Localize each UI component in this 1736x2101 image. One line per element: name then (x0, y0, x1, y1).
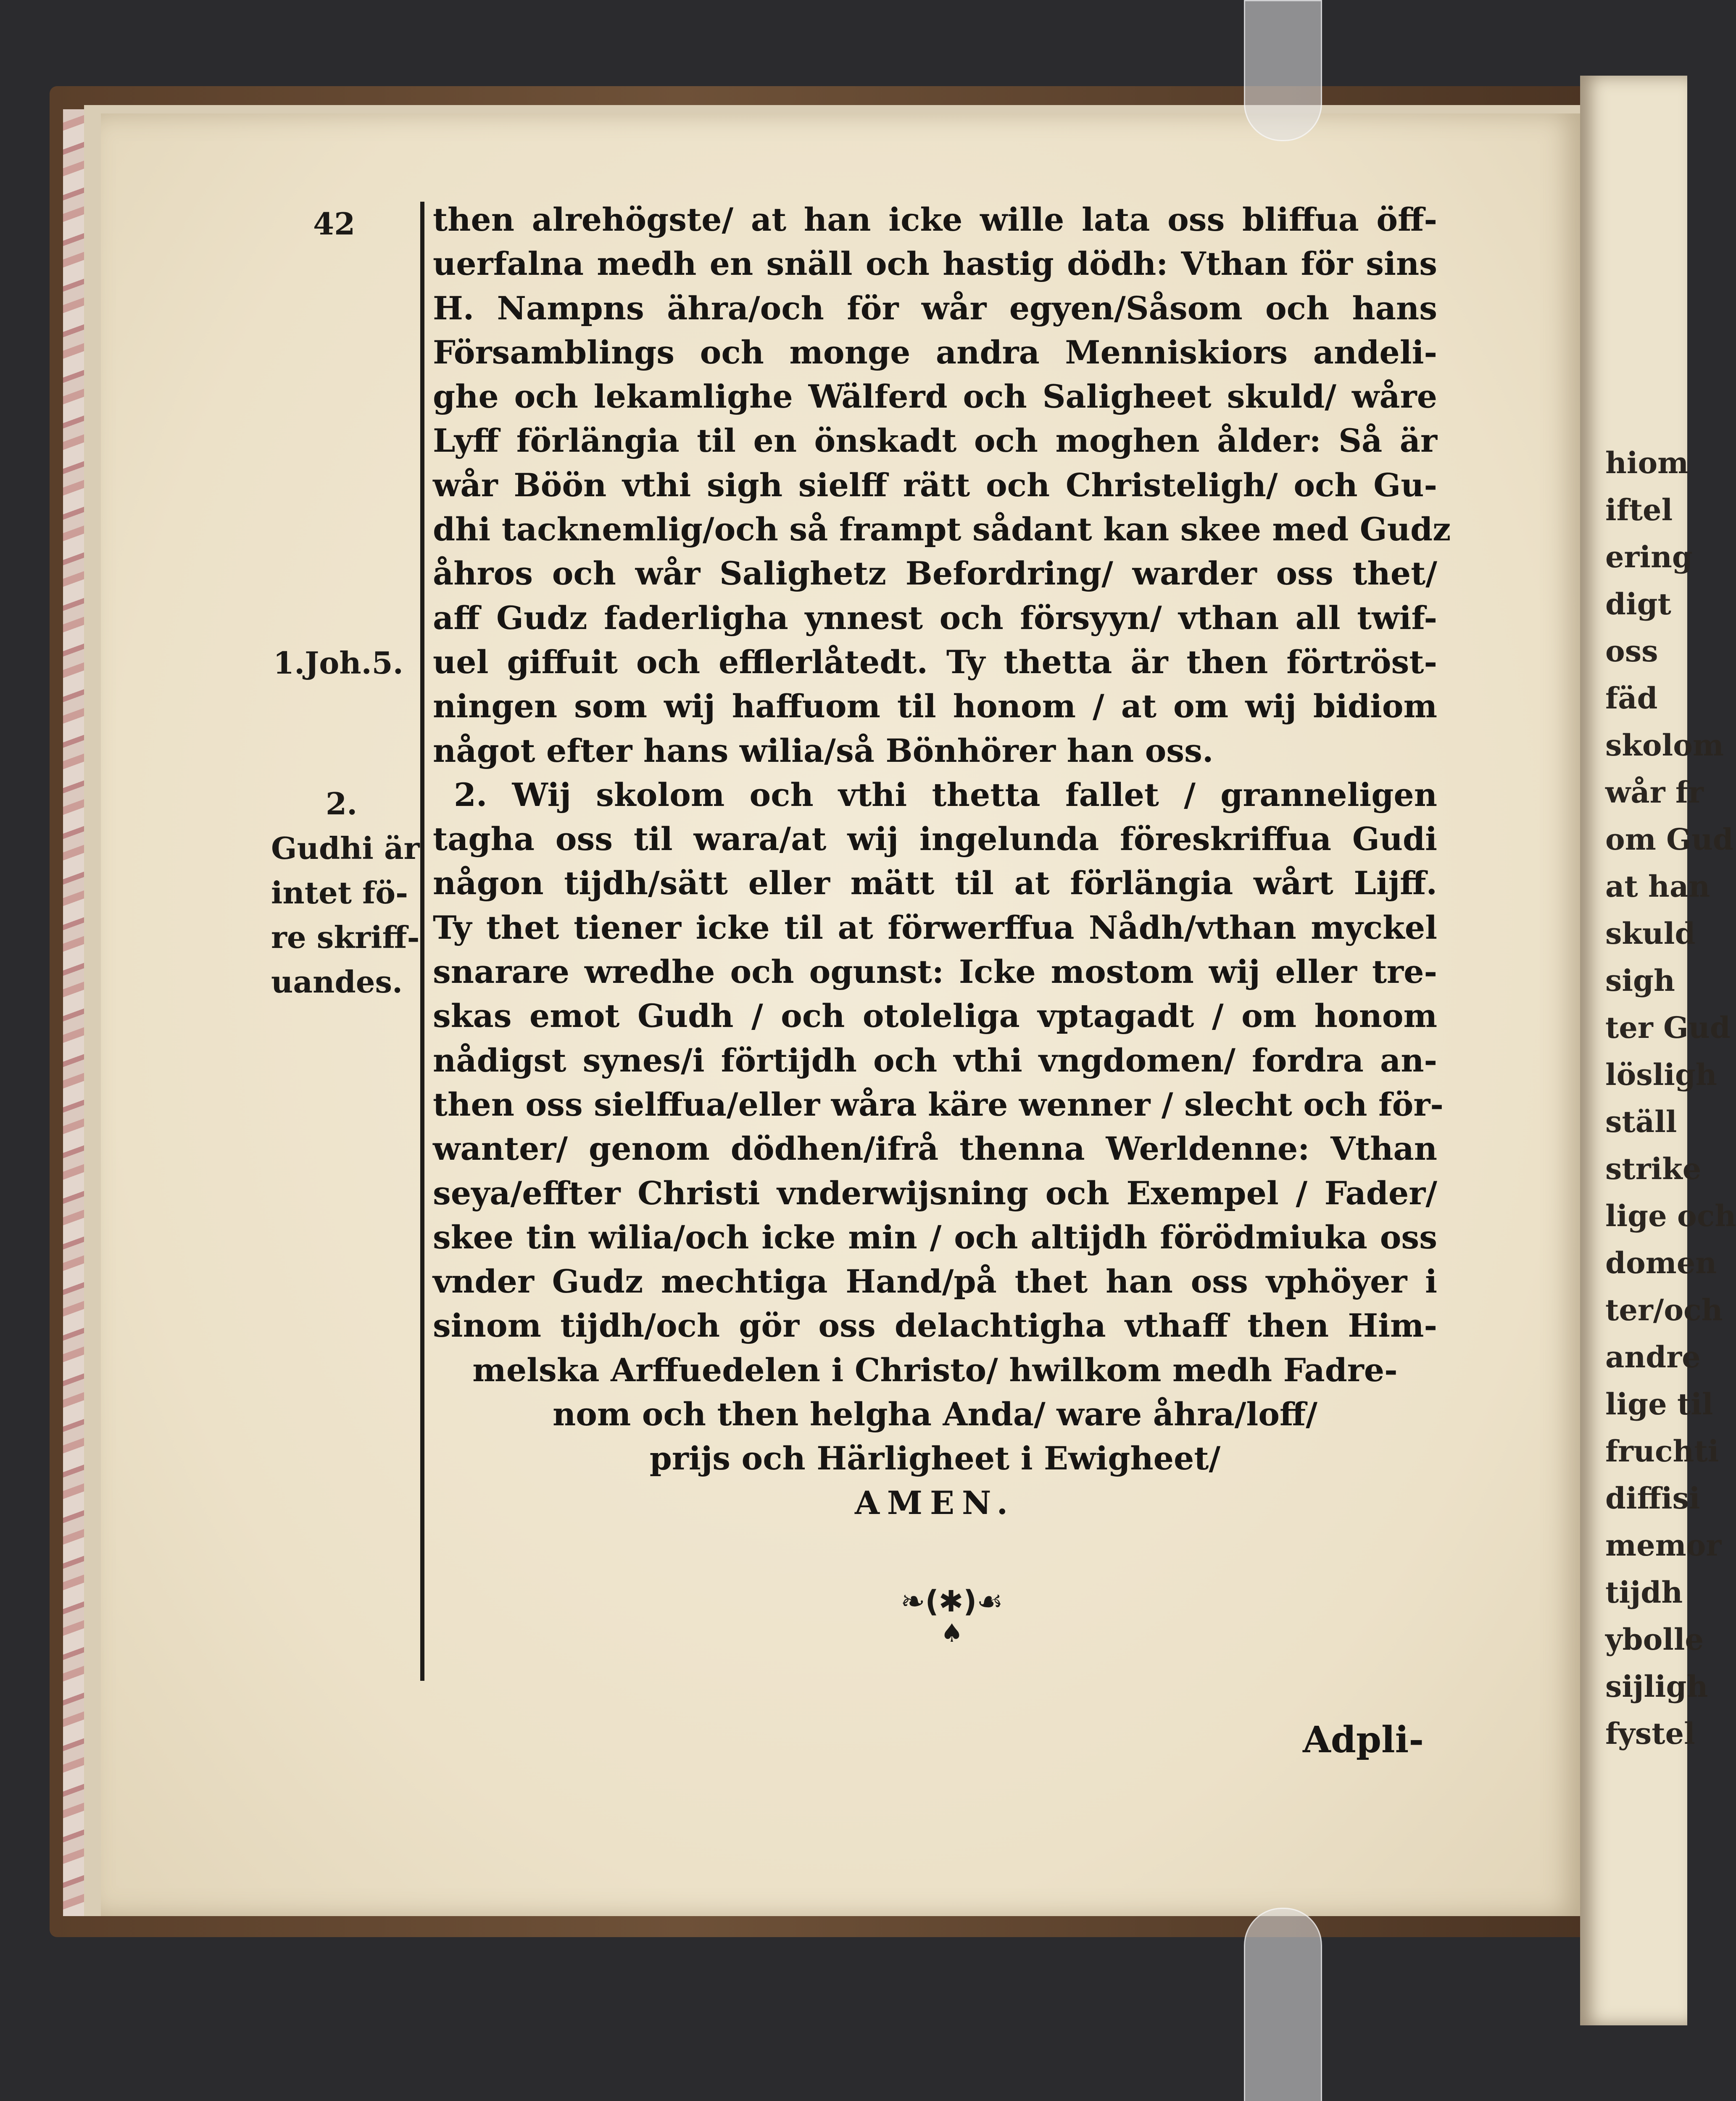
text-line: seya/effter Christi vnderwijsning och Exempel / Fader/ (433, 1174, 1437, 1212)
text-line: uerfalna medh en snäll och hastig dödh: Vthan för sins (433, 245, 1437, 283)
text-line: melska Arffuedelen i Christo/ hwilkom medh Fadre- (472, 1351, 1398, 1389)
text-line: skee tin wilia/och icke min / och altijdh förödmiuka oss (433, 1218, 1437, 1256)
text-line: aff Gudz faderligha ynnest och försyyn/ vthan all twif- (433, 599, 1437, 637)
text-line: prijs och Härligheet i Ewigheet/ (649, 1440, 1221, 1477)
text-line: något efter hans wilia/så Bönhörer han oss. (433, 732, 1214, 769)
text-line: Lyff förlängia til en önskadt och moghen ålder: Så är (433, 422, 1437, 460)
text-line: nom och then helgha Anda/ ware åhra/loff/ (552, 1395, 1318, 1433)
margin-note-section-2 (271, 782, 420, 1004)
text-line: Ty thet tiener icke til at förwerffua Nådh/vthan myckel (433, 908, 1437, 946)
margin-note-line: uandes. (271, 964, 403, 1000)
facing-page-text: memor (1605, 1528, 1722, 1563)
text-line: ghe och lekamlighe Wälferd och Saligheet skuld/ wåre (433, 378, 1437, 416)
text-line: ningen som wij haffuom til honom / at om wij bidiom (433, 687, 1437, 725)
margin-rule (420, 202, 424, 1681)
facing-page-text: fystel (1605, 1716, 1695, 1751)
page-clip-bottom (1244, 1908, 1322, 2101)
text-line: then alrehögste/ at han icke wille lata oss bliffua öff- (433, 201, 1437, 238)
text-line: vnder Gudz mechtiga Hand/på thet han oss vphöyer i (433, 1263, 1437, 1301)
text-line: skas emot Gudh / och otoleliga vptagadt / om honom (433, 997, 1437, 1035)
facing-page-text: skuld (1605, 916, 1696, 951)
facing-page-text: tijdh (1605, 1575, 1683, 1610)
facing-page-text: lösligh (1605, 1057, 1717, 1092)
ornament-glyph: ❧(✱)☙ (900, 1584, 1004, 1619)
text-line: tagha oss til wara/at wij ingelunda föreskriffua Gudi (433, 820, 1437, 858)
facing-page-text: wår fr (1605, 775, 1704, 810)
text-line: Församblings och monge andra Menniskiors andeli- (433, 333, 1437, 371)
page-clip-top (1244, 0, 1322, 141)
body-text (433, 197, 1451, 1525)
facing-page-text: lige til (1605, 1387, 1713, 1422)
facing-page-text: lige och (1605, 1198, 1736, 1233)
facing-page-text: ybolle (1605, 1622, 1704, 1657)
facing-page-text: om Gud (1605, 822, 1733, 857)
text-line: nådigst synes/i förtijdh och vthi vngdomen/ fordra an- (433, 1041, 1437, 1079)
text-line: åhros och wår Salighetz Befordring/ warder oss thet/ (433, 555, 1437, 592)
facing-page-text: sijligh (1605, 1669, 1708, 1704)
margin-reference: 1.Joh.5. (273, 645, 403, 681)
facing-page-fragment (1580, 76, 1736, 2025)
facing-page-text: digt (1605, 587, 1671, 621)
facing-page-text: iftel (1605, 492, 1673, 527)
facing-page-text: diffisi (1605, 1481, 1700, 1516)
text-line: någon tijdh/sätt eller mätt til at förlängia wårt Lijff. (433, 864, 1437, 902)
printers-ornament (872, 1584, 1032, 1648)
facing-page-text: strike (1605, 1151, 1702, 1186)
facing-page-text: skolom (1605, 728, 1724, 763)
text-line: then oss sielffua/eller wåra käre wenner / slecht och för- (433, 1085, 1444, 1123)
text-line: wanter/ genom dödhen/ifrå thenna Werldenne: Vthan (433, 1130, 1437, 1168)
facing-page-text: at han (1605, 869, 1710, 904)
facing-page-text: sigh (1605, 963, 1675, 998)
margin-note-line: re skriff- (271, 919, 420, 955)
facing-page-text: hiom (1605, 445, 1689, 480)
facing-page-text: ter/och (1605, 1293, 1723, 1327)
margin-section-number: 2. (326, 786, 358, 821)
text-line: H. Nampns ähra/och för wår egyen/Såsom och hans (433, 289, 1437, 327)
facing-page-text: domen (1605, 1245, 1717, 1280)
ornament-drop: ♠ (940, 1619, 963, 1648)
margin-note-line: Gudhi är (271, 830, 420, 866)
facing-page-text: ter Gud (1605, 1010, 1731, 1045)
text-line: dhi tacknemlig/och så frampt sådant kan skee med Gudz (433, 511, 1451, 548)
text-line: wår Böön vthi sigh sielff rätt och Christeligh/ och Gu- (433, 466, 1437, 504)
facing-page-text: fruchti (1605, 1434, 1719, 1469)
text-line: snarare wredhe och ogunst: Icke mostom wij eller tre- (433, 953, 1437, 991)
facing-page-text: andre (1605, 1340, 1701, 1374)
text-line: uel giffuit och efflerlåtedt. Ty thetta är then förtröst- (433, 643, 1437, 681)
page-number: 42 (313, 206, 356, 242)
catchword: Adpli- (1303, 1719, 1424, 1761)
facing-page-text: ering (1605, 540, 1693, 574)
facing-page-text: ställ (1605, 1104, 1677, 1139)
facing-page-text: oss (1605, 634, 1658, 669)
facing-page-text: fäd (1605, 681, 1658, 716)
text-line: 2. Wij skolom och vthi thetta fallet / granneligen (454, 776, 1437, 814)
text-line: sinom tijdh/och gör oss delachtigha vthaff then Him- (433, 1307, 1437, 1345)
amen-line: AMEN. (854, 1484, 1016, 1522)
margin-note-line: intet fö- (271, 875, 408, 911)
